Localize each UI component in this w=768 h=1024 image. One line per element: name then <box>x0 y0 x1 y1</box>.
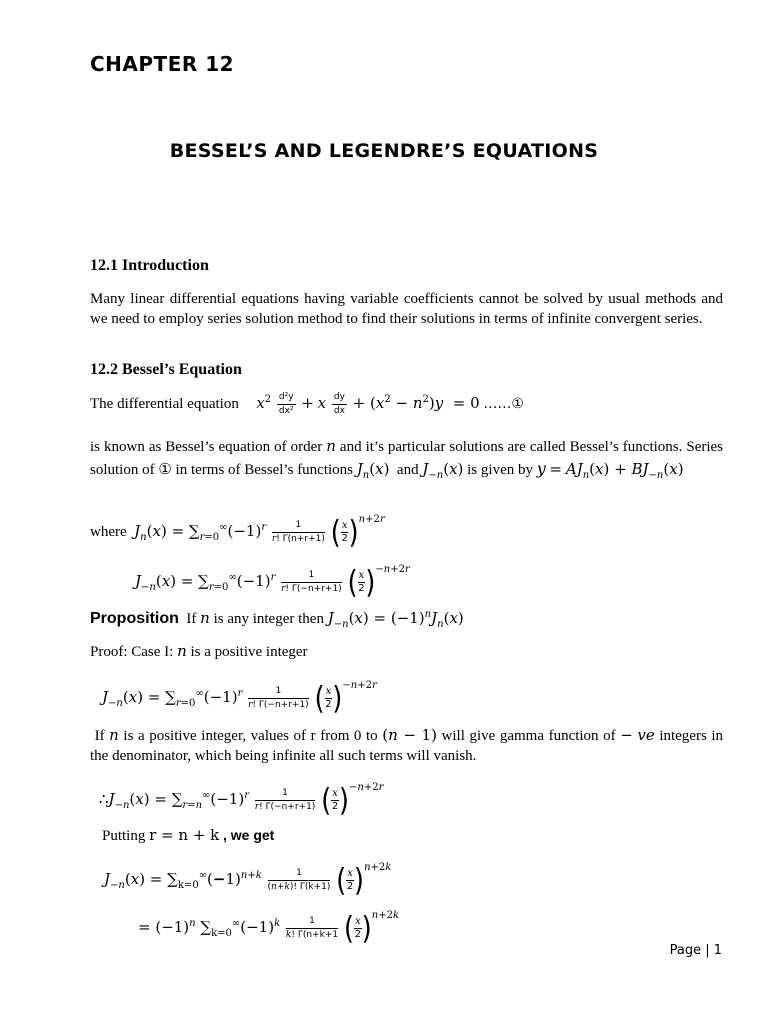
equation-label: The differential equation <box>90 395 239 412</box>
introduction-paragraph: Many linear differential equations having variable coefficients cannot be solved by usual methods and we need to employ series solution method to find their solutions in terms of infinite convergent series. <box>90 291 723 327</box>
where-label: where <box>90 524 127 540</box>
equation-number: ……① <box>483 395 524 412</box>
therefore-series-line: $\therefore J_{-n}(x) = \sum_{r=n}^\infty(-1)^r$ $\frac{1}{r! \Gamma(-n+r+1)}$ ( $\frac{x}{2}$ )$^{-n+2r}$ <box>99 782 384 819</box>
vanishing-terms-paragraph: If n is a positive integer, values of r from 0 to (n − 1) will give gamma function of − ve integers in the denominator, which being infinite all such terms will vanish. <box>90 726 724 764</box>
bessel-equation-line: The differential equation $x^2$ $\frac{\text{d²y}}{\text{dx²}}$ + x $\frac{dy}{dx}$ + $(x^2 - n^2)y = 0$ ……① <box>90 392 524 416</box>
proof-case-line: Proof: Case I: n is a positive integer <box>90 642 308 660</box>
j-minus-n-series-definition: $J_{-n}(x) = \sum_{r=0}^\infty(-1)^r$ $\frac{1}{r! \Gamma(-n+r+1)}$ ( $\frac{x}{2}$ )$^{-n+2r}$ <box>135 564 410 601</box>
section-heading-bessel: 12.2 Bessel’s Equation <box>90 361 242 378</box>
section-heading-introduction: 12.1 Introduction <box>90 257 209 274</box>
page-number: Page | 1 <box>669 943 722 958</box>
substituted-series-line: $J_{-n}(x) = \sum_{k=0}^\infty(-1)^{n+k}$ $\frac{1}{(n+k)! \Gamma(k+1)}$ ( $\frac{x}{2}$ )$^{n+2k}$ <box>104 862 392 899</box>
putting-line: Putting r = n + k , we get <box>102 826 275 844</box>
first-derivative-fraction: $\frac{dy}{dx}$ <box>333 392 345 416</box>
chapter-heading: CHAPTER 12 <box>90 52 235 76</box>
proof-series-line: $J_{-n}(x) = \sum_{r=0}^\infty(-1)^r$ $\frac{1}{r! \Gamma(-n+r+1)}$ ( $\frac{x}{2}$ )$^{-n+2r}$ <box>102 680 377 717</box>
jn-series-definition: where $J_n(x) = \sum_{r=0}^\infty(-1)^r$ $\frac{1}{r! \Gamma(n+r+1)}$ ( $\frac{x}{2}$ )$^{n+2r}$ <box>90 514 385 551</box>
final-series-line: = $(-1)^n$ $\sum_{k=0}^\infty(-1)^k$ $\frac{1}{k! \Gamma(n+k+1}$ ( $\frac{x}{2}$ )$^{n+2k}$ <box>138 910 400 947</box>
bessel-description-paragraph: is known as Bessel’s equation of order n and it’s particular solutions are called Bessel’s functions. Series solution of ① in terms of Bessel’s functions $J_n(x)$ and $J_{-n}(x)$ is given by $y = AJ_n(x) + BJ_{-n}(x)$ <box>90 437 724 481</box>
second-derivative-fraction: $\frac{\text{d²y}}{\text{dx²}}$ <box>278 392 294 416</box>
proposition-label: Proposition <box>90 610 179 627</box>
proposition-line: Proposition If n is any integer then $J_{-n}(x) = (-1)^nJ_n(x)$ <box>90 609 464 630</box>
chapter-title: BESSEL’S AND LEGENDRE’S EQUATIONS <box>169 140 599 162</box>
